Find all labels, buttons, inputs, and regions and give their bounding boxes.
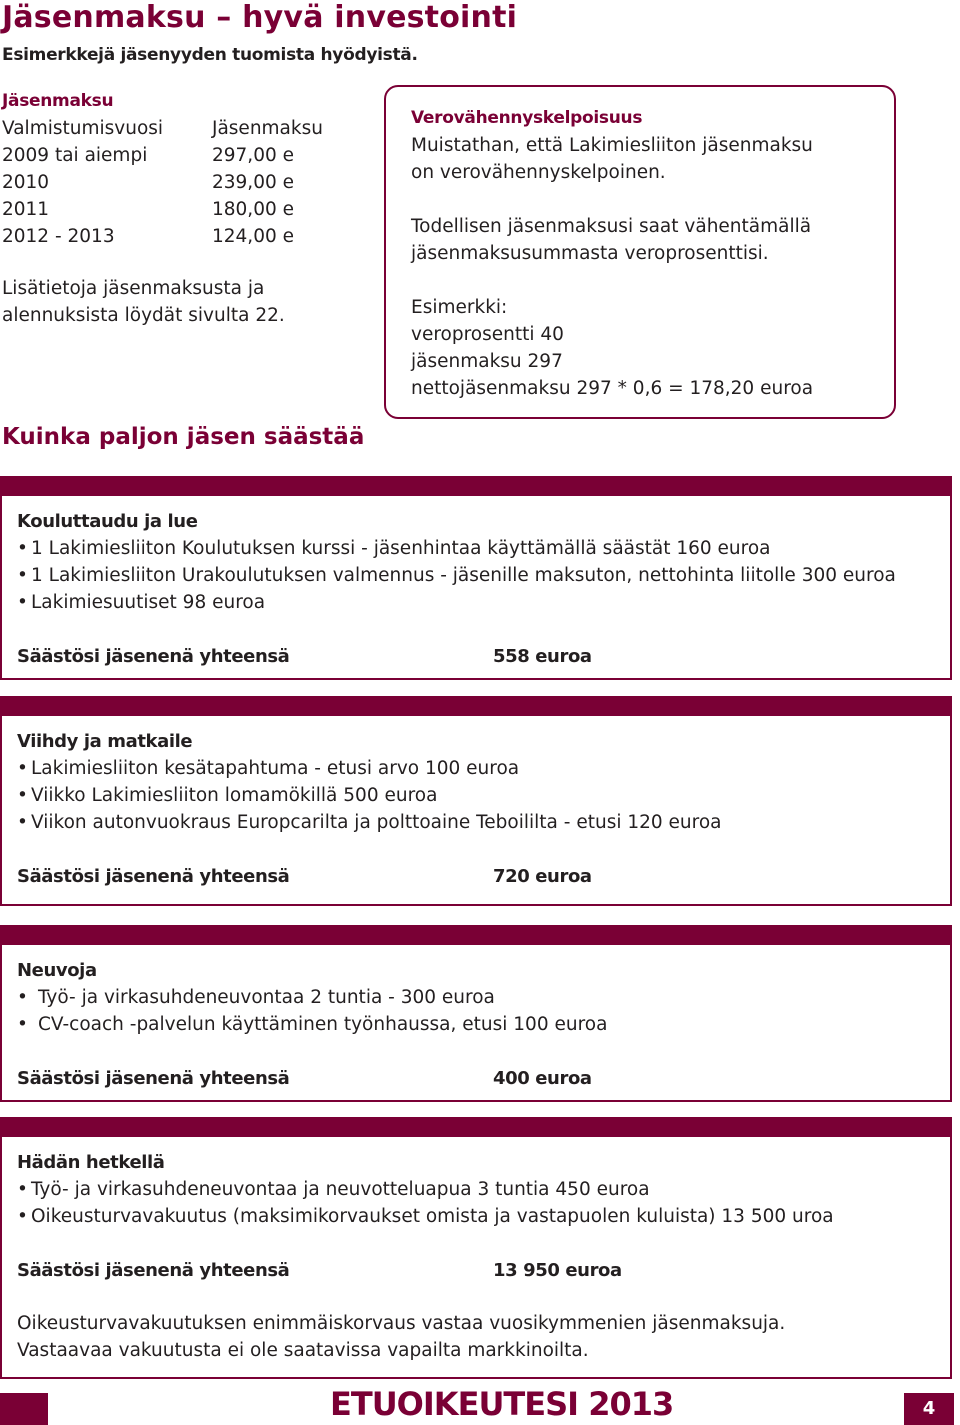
fee-header-row [2,115,372,142]
fee-col-fee: Jäsenmaksu [212,118,323,139]
list-item: • Lakimiesliiton kesätapahtuma - etusi arvo 100 euroa [17,755,950,782]
footer-bar [0,1393,48,1425]
fee-year: 2010 [2,172,50,193]
section-heading: Kuinka paljon jäsen säästää [2,424,365,450]
panel-heading: Kouluttaudu ja lue [17,511,198,532]
panel-heading: Viihdy ja matkaile [17,731,193,752]
tax-heading: Verovähennyskelpoisuus [411,108,643,128]
benefit-list [17,535,950,616]
total-label: Säästösi jäsenenä yhteensä [17,866,290,887]
insurance-note [17,1310,950,1364]
total-row [17,1257,950,1284]
fee-row [2,196,372,223]
list-item: • Lakimiesuutiset 98 euroa [17,589,950,616]
list-item: • Työ- ja virkasuhdeneuvontaa ja neuvotteluapua 3 tuntia 450 euroa [17,1176,950,1203]
fee-row [2,169,372,196]
savings-panel-emergency [0,1117,952,1379]
benefit-list [17,984,950,1038]
page-number: 4 [904,1393,954,1425]
tax-deduction-box [384,85,896,419]
tax-example: nettojäsenmaksu 297 * 0,6 = 178,20 euroa [411,378,814,399]
list-item: • Viikon autonvuokraus Europcarilta ja polttoaine Teboililta - etusi 120 euroa [17,809,950,836]
panel-heading: Hädän hetkellä [17,1152,165,1173]
list-item: • Työ- ja virkasuhdeneuvontaa 2 tuntia - 300 euroa [17,984,950,1011]
fee-info-line: alennuksista löydät sivulta 22. [2,305,285,326]
fee-amount: 180,00 e [212,199,294,220]
benefit-list [17,755,950,836]
fee-row [2,142,372,169]
page-title: Jäsenmaksu – hyvä investointi [2,0,518,35]
fee-info [2,275,372,329]
total-label: Säästösi jäsenenä yhteensä [17,646,290,667]
list-item: • 1 Lakimiesliiton Koulutuksen kurssi - jäsenhintaa käyttämällä säästät 160 euroa [17,535,950,562]
tax-example: veroprosentti 40 [411,324,564,345]
total-value: 720 euroa [493,866,592,887]
savings-panel-leisure [0,696,952,906]
tax-example: jäsenmaksu 297 [411,351,563,372]
fee-year: 2011 [2,199,50,220]
fee-heading: Jäsenmaksu [2,91,114,111]
list-item: • 1 Lakimiesliiton Urakoulutuksen valmennus - jäsenille maksuton, nettohinta liitolle 300 euroa [17,562,950,589]
note-line: Oikeusturvavakuutuksen enimmäiskorvaus vastaa vuosikymmenien jäsenmaksuja. [17,1313,786,1334]
tax-text: Todellisen jäsenmaksusi saat vähentämällä [411,216,812,237]
total-label: Säästösi jäsenenä yhteensä [17,1260,290,1281]
fee-year: 2012 - 2013 [2,226,115,247]
tax-text: jäsenmaksusummasta veroprosenttisi. [411,243,769,264]
fee-amount: 124,00 e [212,226,294,247]
fee-row [2,223,372,250]
fee-amount: 239,00 e [212,172,294,193]
tax-text: Muistathan, että Lakimiesliiton jäsenmaksu [411,135,813,156]
total-row [17,863,950,890]
list-item: • CV-coach -palvelun käyttäminen työnhaussa, etusi 100 euroa [17,1011,950,1038]
panel-heading: Neuvoja [17,960,97,981]
total-label: Säästösi jäsenenä yhteensä [17,1068,290,1089]
note-line: Vastaavaa vakuutusta ei ole saatavissa vapailta markkinoilta. [17,1340,589,1361]
fee-year: 2009 tai aiempi [2,145,148,166]
total-value: 558 euroa [493,646,592,667]
savings-panel-advice [0,925,952,1102]
fee-col-year: Valmistumisvuosi [2,118,164,139]
footer-title: ETUOIKEUTESI 2013 [330,1385,674,1423]
fee-amount: 297,00 e [212,145,294,166]
tax-text: on verovähennyskelpoinen. [411,162,666,183]
total-row [17,1065,950,1092]
fee-info-line: Lisätietoja jäsenmaksusta ja [2,278,265,299]
benefit-list [17,1176,950,1230]
list-item: • Oikeusturvavakuutus (maksimikorvaukset omista ja vastapuolen kuluista) 13 500 uroa [17,1203,950,1230]
savings-panel-training [0,476,952,680]
page-subtitle: Esimerkkejä jäsenyyden tuomista hyödyistä. [2,45,418,65]
total-row [17,643,950,670]
fee-table [2,88,372,329]
total-value: 13 950 euroa [493,1260,622,1281]
total-value: 400 euroa [493,1068,592,1089]
list-item: • Viikko Lakimiesliiton lomamökillä 500 euroa [17,782,950,809]
tax-example-label: Esimerkki: [411,297,508,318]
